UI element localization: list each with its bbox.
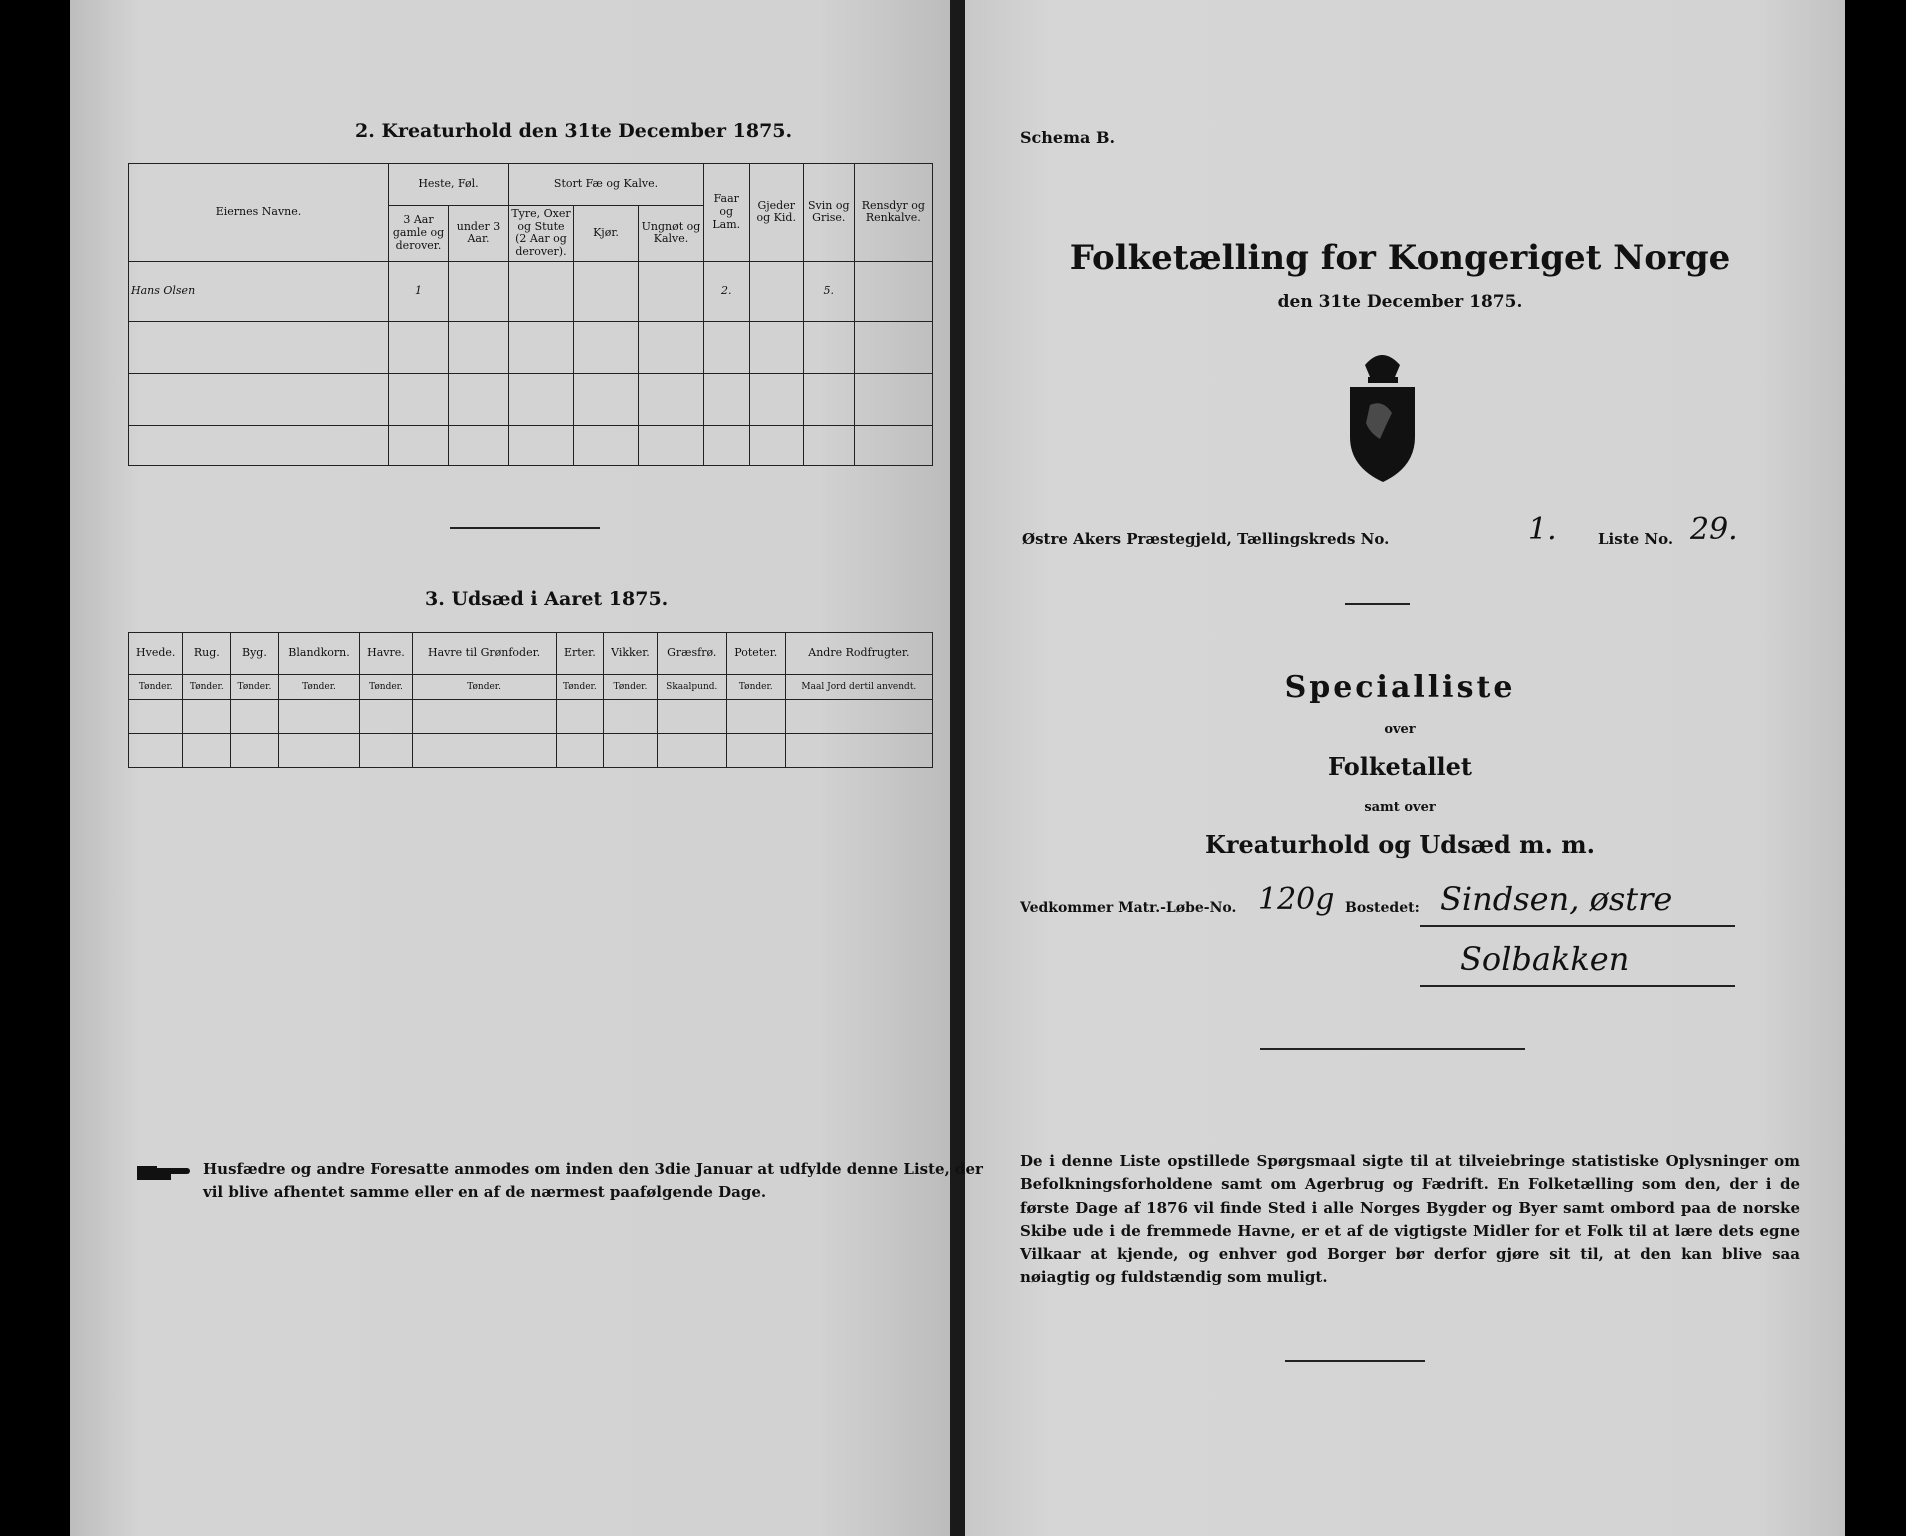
explanation-paragraph: De i denne Liste opstillede Spørgsmaal sigte til at tilveiebringe statistiske Oplysninger om Befolkningsforholdene samt om Agerbrug og Fædrift. En Folketælling som den, der i de første Dage af 1876 vil finde Sted i alle Norges Bygder og Byer samt ombord paa de norske Skibe ude i de fremmede Havne, er et af de vigtigste Midler for et Folk til at lære dets egne Vilkaar at kjende, og enhver god Borger bør derfor gjøre sit til, at den kan blive saa nøiagtig og fuldstændig som muligt.	[1020, 1152, 1800, 1287]
seed-header-10: Andre Rodfrugter.	[785, 633, 932, 675]
seed-unit-8: Skaalpund.	[657, 675, 726, 700]
seed-header-5: Havre til Grønfoder.	[412, 633, 556, 675]
sheep-value: 2.	[704, 261, 750, 321]
seed-header-7: Vikker.	[604, 633, 658, 675]
table-row	[129, 373, 933, 425]
owner-name: Hans Olsen	[129, 261, 389, 321]
header-goats: Gjeder og Kid.	[749, 164, 803, 262]
header-cattle: Stort Fæ og Kalve.	[509, 164, 704, 206]
coat-of-arms-icon	[1340, 345, 1425, 485]
bosted-line2: Solbakken	[1460, 940, 1630, 978]
notice-text: Husfædre og andre Foresatte anmodes om inden den 3die Januar at udfylde denne Liste, der vil blive afhentet samme eller en af de nærmest paafølgende Dage.	[203, 1160, 983, 1201]
seed-unit-0: Tønder.	[129, 675, 183, 700]
list-number: 29.	[1690, 512, 1738, 547]
seed-header-9: Poteter.	[726, 633, 785, 675]
schema-label: Schema B.	[1020, 128, 1116, 147]
table-row	[129, 734, 933, 768]
header-horses-young: under 3 Aar.	[449, 206, 509, 262]
seed-unit-4: Tønder.	[360, 675, 412, 700]
over-label: over	[1384, 722, 1416, 737]
seed-unit-6: Tønder.	[556, 675, 604, 700]
district-label: Tællingskreds No.	[1237, 530, 1390, 548]
seed-header-1: Rug.	[183, 633, 231, 675]
district-prefix: Østre Akers Præstegjeld,	[1022, 530, 1232, 548]
list-label: Liste No.	[1598, 530, 1674, 548]
livestock-title: 2. Kreaturhold den 31te December 1875.	[355, 120, 793, 142]
seed-unit-5: Tønder.	[412, 675, 556, 700]
seed-title: 3. Udsæd i Aaret 1875.	[425, 588, 669, 610]
header-cattle-cows: Kjør.	[574, 206, 639, 262]
seed-header-4: Havre.	[360, 633, 412, 675]
header-horses-old: 3 Aar gamle og derover.	[389, 206, 449, 262]
livestock-table	[128, 163, 933, 466]
seed-unit-9: Tønder.	[726, 675, 785, 700]
pigs-value: 5.	[803, 261, 854, 321]
seed-unit-7: Tønder.	[604, 675, 658, 700]
header-cattle-bulls: Tyre, Oxer og Stute (2 Aar og derover).	[509, 206, 574, 262]
seed-header-6: Erter.	[556, 633, 604, 675]
seed-header-3: Blandkorn.	[278, 633, 360, 675]
header-sheep: Faar og Lam.	[704, 164, 750, 262]
table-row	[129, 321, 933, 373]
district-line	[1022, 530, 1389, 548]
bosted-underline-1	[1420, 925, 1735, 927]
divider	[1285, 1360, 1425, 1362]
census-subtitle: den 31te December 1875.	[1277, 292, 1523, 312]
seed-unit-2: Tønder.	[231, 675, 279, 700]
samt-over-label: samt over	[1364, 800, 1436, 815]
seed-header-8: Græsfrø.	[657, 633, 726, 675]
district-number: 1.	[1528, 512, 1557, 547]
horses-old-value: 1	[389, 261, 449, 321]
seed-unit-1: Tønder.	[183, 675, 231, 700]
bosted-underline-2	[1420, 985, 1735, 987]
kreaturhold-label: Kreaturhold og Udsæd m. m.	[1205, 830, 1595, 859]
header-owner: Eiernes Navne.	[129, 164, 389, 262]
divider	[1345, 603, 1410, 605]
table-row	[129, 261, 933, 321]
header-pigs: Svin og Grise.	[803, 164, 854, 262]
divider	[1260, 1048, 1525, 1050]
census-title: Folketælling for Kongeriget Norge	[1069, 238, 1731, 278]
folketallet-label: Folketallet	[1328, 752, 1472, 781]
specialliste-title: Specialliste	[1284, 670, 1516, 705]
book-gutter	[950, 0, 965, 1536]
seed-unit-3: Tønder.	[278, 675, 360, 700]
header-reindeer: Rensdyr og Renkalve.	[854, 164, 932, 262]
bosted-label: Bostedet:	[1345, 900, 1420, 916]
bosted-line1: Sindsen, østre	[1440, 880, 1673, 918]
seed-unit-10: Maal Jord dertil anvendt.	[785, 675, 932, 700]
header-horses: Heste, Føl.	[389, 164, 509, 206]
seed-header-0: Hvede.	[129, 633, 183, 675]
table-row	[129, 425, 933, 465]
header-cattle-young: Ungnøt og Kalve.	[639, 206, 704, 262]
matr-label: Vedkommer Matr.-Løbe-No.	[1020, 900, 1237, 916]
divider	[450, 527, 600, 529]
matr-number: 120g	[1258, 882, 1335, 917]
table-row	[129, 700, 933, 734]
seed-table	[128, 632, 933, 768]
seed-header-2: Byg.	[231, 633, 279, 675]
